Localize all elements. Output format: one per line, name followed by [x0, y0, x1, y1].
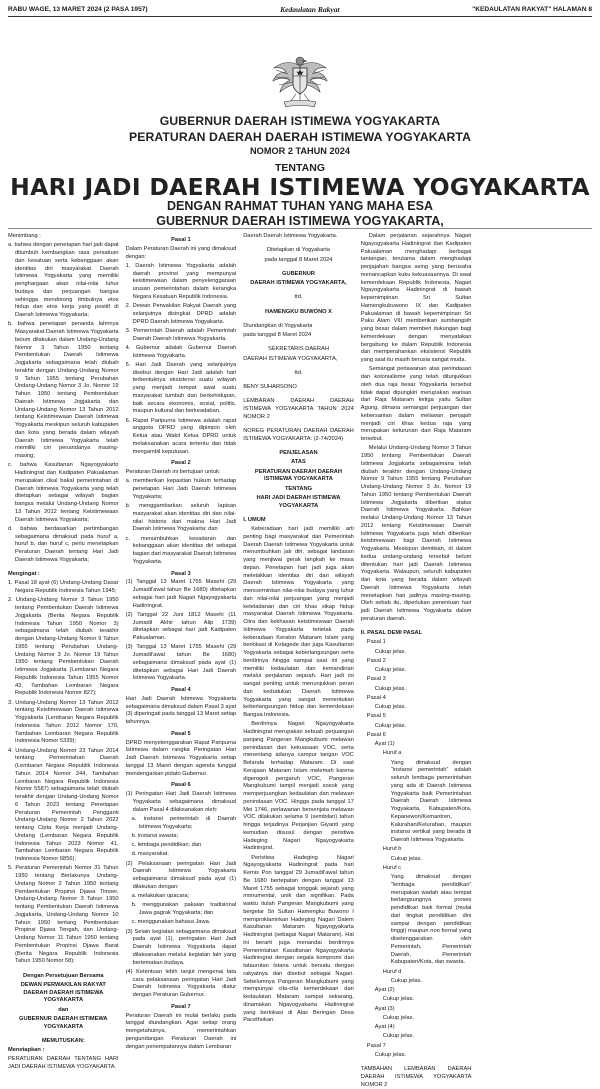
- col3-sekda-diy: DAERAH ISTIMEWA YOGYAKARTA,: [243, 355, 338, 362]
- col4-item: Cukup jelas.: [374, 722, 407, 729]
- col2-para: (3) Selain kegiatan sebagaimana dimaksud pada ayat (1), peringatan Hari Jadi Daerah Istimewa Yogyakarta dapat dilaksanakan melalui kegiatan lain yang bertemakan budaya.: [125, 928, 237, 966]
- col4-item: Huruf a: [382, 750, 402, 757]
- col2-para: Peraturan Daerah ini mulai berlaku pada tanggal diundangkan. Agar setiap orang mengetahuinya, memerintahkan pengundangan Peraturan Daerah ini dengan penempatannya dalam Lembaran: [125, 1012, 237, 1050]
- col2-para: (2) Tanggal 22 Juni 1812 Masehi (11 Jumadil Akhir tahun Alip 1739) ditetapkan sebagai hari jadi Kadipaten Pakualaman.: [125, 611, 237, 641]
- col1-dan: dan: [58, 1006, 69, 1013]
- col1-dprd: DEWAN PERWAKILAN RAKYAT DAERAH DAERAH ISTIMEWA YOGYAKARTA: [20, 981, 106, 1004]
- col1-persetujuan: Dengan Persetujuan Bersama: [22, 972, 104, 979]
- col2-para: (2) Pelaksanaan peringatan Hari Jadi Daerah Istimewa Yogyakarta sebagaimana dimaksud pada ayat (1) dilakukan dengan:: [125, 860, 237, 890]
- col4-item: Yang dimaksud dengan "lembaga pendidikan" merupakan wadah atau tempat berlangsungnya proses pendidikan baik formal (mulai dari tingkat pendidikan dini sampai dengan pendidikan tinggi) maupun non formal yang diselenggarakan oleh Pemerintah, Pemerintah Daerah, Pemerintah Kabupaten/Kota, dan swasta.: [390, 874, 472, 966]
- col2-para: (1) Peringatan Hari Jadi Daerah Istimewa Yogyakarta sebagaimana dimaksud dalam Pasal 4 dilaksanakan oleh:: [125, 791, 237, 813]
- col2-pasal: Pasal 4: [171, 687, 191, 693]
- col2-para: DPRD menyelenggarakan Rapat Paripurna Istimewa dalam rangka Peringatan Hari Jadi Daerah Istimewa Yogyakarta setiap tanggal 13 Maret dengan agenda tunggal mendengarkan pidato Gubernur.: [125, 739, 237, 777]
- column-1: [8, 233, 119, 1070]
- col1-para: 2. Undang-Undang Nomor 3 Tahun 1950 tentang Pembentukan Daerah Istimewa Jogjakarta (Berita Negara Republik Indonesia Tahun 1950 Nomor 3) sebagaimana telah diubah terakhir dengan Undang-Undang Nomor 9 Tahun 1955 tentang Perubahan Undang-Undang Nomor 3 Jo. Nomor 19 Tahun 1950 tentang Pembentukan Daerah Istimewa Jogjakarta (Lembaran Negara Republik Indonesia Tahun 1955 Nomor 43, Tambahan Lembaran Negara Republik Indonesia Nomor 827);: [8, 597, 119, 697]
- col4-item: Pasal 7: [366, 1042, 386, 1049]
- garuda-emblem-icon: [270, 52, 330, 110]
- column-4: [360, 233, 472, 1088]
- col2-para: a. melakukan upacara;: [131, 893, 190, 899]
- col2-para: a. instansi pemerintah di Daerah Istimewa Yogyakarta;: [131, 815, 237, 830]
- col4-item: Pasal 2: [366, 657, 386, 664]
- col3-beny: BENY SUHARSONO: [243, 384, 297, 390]
- col2-para: Hari Jadi Daerah Istimewa Yogyakarta sebagaimana dimaksud dalam Pasal 3 ayat (3) diperingati pada tanggal 13 Maret setiap tahunnya.: [125, 695, 237, 725]
- col4-item: Ayat (2): [374, 987, 395, 993]
- col4-item: Ayat (1): [374, 741, 395, 747]
- col2-para: d. masyarakat.: [131, 851, 169, 858]
- col1-para: c. bahwa Kasultanan Ngayogyakarto Hadiningrat dan Kadipaten Pakualaman merupakan cikal bakal pemerintahan di Daerah Istimewa Yogyakarta yang telah ditetapkan sebagai wilayah bagian bangsa melalui Undang-Undang Nomor 13 Tahun 2012 tentang Keistimewaan Daerah Istimewa Yogyakarta;: [8, 462, 119, 523]
- col1-para: a. bahwa dengan penetapan hari jadi dapat ditumbuh kembangkan rasa persatuan dan kesatuan serta kebanggaan akan identitas diri masyarakat Daerah Istimewa Yogyakarta yang memiliki penghargaan akan nilai-nilai luhur budaya dan perjuangan bangsa sehingga mendorong timbulnya etos hidup dan etos kerja yang positif di Daerah Istimewa Yogyakarta;: [8, 242, 119, 318]
- column-2: [125, 233, 237, 1050]
- col3-para: Berdirinya Nagari Ngayogyakarta Hadiningrat merupakan sebuah perjuangan panjang Pangeran Mangkubumi melawan penindasan dan kekuasaan VOC, serta menentang adanya campur tangan VOC Belanda terhadap Mataram. Di saat Kerajaan Mataram Islam melemah karena digerogoti pengaruh VOC, Pangeran Mangkubumi tampil menjadi sosok yang memperjuangkan kedaulatan dan melawan penindasan VOC. Hingga pada tanggal 17 Mei 1746, perlawanan bersenjata melawan VOC dilakukan selama 9 (sembilan) tahun hingga terjadinya Perjanjian Giyanti yang kemudian disusul dengan peristiwa Hadeging Nagari Ngayogyakarta Hadiningrat.: [243, 721, 354, 852]
- col2-para: b. menggambarkan seluruh lapisan masyarakat akan identitas diri dan nilai-nilai historis dari makna Hari Jadi Daerah Istimewa Yogyakarta; dan: [125, 503, 237, 533]
- header-rule: [8, 16, 592, 17]
- col4-item: Cukup jelas.: [390, 977, 423, 984]
- col4-item: Cukup jelas.: [390, 855, 423, 862]
- article-body: [8, 233, 592, 1088]
- col3-umum: I. UMUM: [243, 516, 266, 523]
- col1-menetapkan-text: PERATURAN DAERAH TENTANG HARI JADI DAERAH ISTIMEWA YOGYAKARTA.: [8, 1056, 119, 1070]
- col2-para: 2. Dewan Perwakilan Rakyat Daerah yang selanjutnya disingkat DPRD adalah DPRD Daerah Istimewa Yogyakarta.: [125, 303, 237, 325]
- col2-pasal: Pasal 2: [171, 460, 191, 467]
- col1-menimbang: Menimbang :: [8, 233, 41, 239]
- col3-ttd: ttd.: [294, 294, 303, 301]
- col3-gubernur: GUBERNUR: [282, 270, 315, 277]
- col4-item: Pasal 5: [366, 713, 386, 720]
- col1-para: d. bahwa berdasarkan pertimbangan sebagaimana dimaksud pada huruf a, huruf b, dan huruf c, perlu menetapkan Peraturan Daerah tentang Hari Jadi Daerah Istimewa Yogyakarta;: [8, 525, 119, 563]
- col2-para: Dalam Peraturan Daerah ini yang dimaksud dengan:: [125, 245, 237, 260]
- col4-item: Cukup jelas.: [374, 648, 407, 655]
- col4-item: Pasal 1: [366, 639, 386, 646]
- col4-item: Huruf b: [382, 846, 402, 853]
- col3-noreg: NOREG PERATURAN DAERAH DAERAH ISTIMEWA YOGYAKARTA: (2-74/2024): [243, 428, 354, 442]
- col3-para: Daerah Daerah Istimewa Yogyakarta.: [243, 233, 338, 239]
- col4-para: Dalam perjalanan sejarahnya Nagari Ngayogyakarta Hadiningrat dan Kadipaten Pakualaman menghadapi berbagai tantangan, terutama dalam menghadapi penjajahan bangsa asing yang berusaha menancapkan kuku kekuasaannya. Di awal kemerdekaan Republik Indonesia, Nagari Ngayogyakarta Hadiningrat di bawah kepemimpinan Sri Sultan Hamengkubuwono IX dan Kadipaten Pakualaman di bawah kepemimpinan Sri Paku Alam VIII memberikan sumbangsih yang besar dalam memberi dukungan bagi kemerdekaan dengan menyatakan bergabung ke dalam Republik Indonesia dan memperahankan eksistensi Republik yang saat itu masih berusia sangat muda.: [360, 233, 472, 363]
- col4-item: Cukup jelas.: [382, 996, 415, 1003]
- col2-para: (4) Ketentuan lebih lanjut mengenai tata cara pelaksanaan peringatan Hari Jadi Daerah Istimewa Yogyakarta diatur dengan Peraturan Gubernur.: [125, 968, 237, 998]
- col3-tanggal2: pada tanggal 8 Maret 2024: [243, 332, 312, 338]
- col4-para: Melalui Undang-Undang Nomor 3 Tahun 1950 tentang Pembentukan Daerah Istimewa Jogjakarta sebagaimana telah diubah terakhir dengan Undang-Undang Nomor 9 Tahun 1955 tentang Perubahan Undang-Undang Nomor 3 Jo. Nomor 19 Tahun 1950 tentang Pembentukan Daerah Istimewa Jogjakarta diberikan status Daerah Istimewa Yogyakarta. Bahkan melalui Undang-Undang Nomor 13 Tahun 2012 tentang Keistimewaan Daerah Istimewa Yogyakarta juga telah diberikan keistimewaan bagi Daerah Istimewa Yogyakarta. Meskipun demikian, di dalam kedua undang-undang tersebut belum ditentukan hari jadi Daerah Istimewa Yogyakarta. Walaupun, seluruh kabupaten dan kota yang berada dalam wilayah Daerah Istimewa Yogyakarta telah menetapkan hari jadinya masing-masing. Oleh sebab itu, diperlukan penentuan hari jadi Daerah Istimewa Yogyakarta dalam peraturan daerah.: [360, 445, 472, 622]
- col2-para: 5. Hari Jadi Daerah yang selanjutnya disebut dengan Hari Jadi adalah hari terbentuknya eksistensi suatu wilayah yang menjadi tempat awal suatu masyarakat tumbuh dan berkehidupan, baik secara ekonomis, sosial, politis, maupun kultural dan berkeadaban.: [125, 361, 237, 415]
- col4-item: Pasal 3: [366, 676, 386, 683]
- column-3: [243, 233, 354, 1045]
- col3-penjelasan: PENJELASAN: [279, 450, 318, 456]
- col1-para: 4. Undang-Undang Nomor 23 Tahun 2014 tentang Pemerintahan Daerah (Lembaran Negara Republik Indonesia Tahun 2014 Nomor 244, Tambahan Lembaran Negara Republik Indonesia Nomor 5587) sebagaimana telah diubah terakhir dengan Undang-Undang Nomor 6 Tahun 2023 tentang Penetapan Peraturan Pemerintah Pengganti Undang-Undang Nomor 2 Tahun 2022 tentang Cipta Kerja menjadi Undang-Undang (Lembaran Negara Republik Indonesia Tahun 2023 Nomor 41, Tambahan Lembaran Negara Republik Indonesia Nomor 6856);: [8, 747, 119, 862]
- col2-para: 6. Rapat Paripurna Istimewa adalah rapat anggota DPRD yang dipimpin oleh Ketua atau Wakil Ketua DPRD untuk melaksanakan acara tertentu dan tidak mengambil keputusan.: [125, 417, 237, 455]
- col3-tanggal: pada tanggal 8 Maret 2024: [264, 256, 333, 263]
- col1-gubernur: GUBERNUR DAERAH ISTIMEWA YOGYAKARTA: [19, 1015, 108, 1030]
- col2-para: Peraturan Daerah ini bertujuan untuk:: [125, 469, 221, 475]
- col3-perda: PERATURAN DAERAH DAERAH ISTIMEWA YOGYAKARTA: [254, 468, 343, 483]
- page-title: HARI JADI DAERAH ISTIMEWA YOGYAKARTA: [10, 173, 590, 201]
- masthead: Kedaulatan Rakyat: [280, 4, 340, 14]
- col2-pasal: Pasal 6: [171, 782, 191, 789]
- col4-para: Semangat perlawanan atas penindasan dan kolonialisme yang telah ditunjukkan oleh dua raja besar Yogyakarta tersebut tidak dapat dipungkiri merupakan warisan dari Raja Mataram ketiga yaitu Sultan Agung, dimana semangat perjuangan dan kebersanian dalam melawan penjajah menjadi ciri khas kedua raja yang merupakan keturunan dari Raja Mataram tersebut.: [360, 366, 472, 442]
- title-governor: GUBERNUR DAERAH ISTIMEWA YOGYAKARTA: [159, 114, 441, 128]
- col4-item: Cukup jelas.: [382, 1033, 415, 1040]
- col4-item: Cukup jelas.: [374, 704, 407, 710]
- col1-para: 3. Undang-Undang Nomor 13 Tahun 2012 tentang Keistimewaan Daerah Istimewa Yogyakarta (Lembaran Negara Republik Indonesia Tahun 2012 Nomor 170, Tambahan Lembaran Negara Republik Indonesia Nomor 5339);: [8, 699, 119, 745]
- col4-item: Yang dimaksud dengan "instansi pemerintah" adalah seluruh lembaga pemerintahan yang ada di Daerah Istimewa Yogyakarta baik Pemerintahan Daerah Daerah Istimewa Yogyakarta, Kabupaten/Kota, Kepanewon/Kemantren, Kalurahan/Kelurahan, maupun instansi vertikal yang berada di Daerah Istimewa Yogyakarta.: [390, 759, 472, 843]
- col2-para: c. lembaga pendidikan; dan: [131, 842, 202, 848]
- col4-item: Pasal 4: [366, 694, 386, 701]
- col2-para: b. menggunakan pakaian tradisional Jawa gagrak Yogyakarta; dan: [131, 902, 237, 916]
- col2-pasal: Pasal 5: [171, 730, 191, 737]
- col4-item: Huruf c: [382, 864, 402, 871]
- page-header: [8, 3, 592, 15]
- title-number: NOMOR 2 TAHUN 2024: [250, 146, 350, 156]
- col2-pasal: Pasal 3: [171, 570, 191, 577]
- col2-para: c. menumbuhkan kesadaran dan kebanggaan akan identitas diri sebagai bagian dari masyarakat Daerah Istimewa Yogyakarta.: [125, 535, 237, 565]
- col3-atas: ATAS: [291, 459, 306, 466]
- col2-para: 4. Gubernur adalah Gubernur Daerah Istimewa Yogyakarta.: [125, 344, 237, 359]
- col2-para: (1) Tanggal 13 Maret 1755 Masehi (29 Jumadil'awal tahun Be 1680) ditetapkan sebagai hari jadi Nagari Ngayogyakarta Hadiningrat.: [125, 579, 237, 609]
- col4-item: Cukup jelas.: [382, 1014, 415, 1021]
- col3-sekda: SEKRETARIS DAERAH: [268, 346, 329, 353]
- header-date: RABU WAGE, 13 MARET 2024 (2 PASA 1957): [8, 5, 148, 13]
- col4-item: Ayat (4): [374, 1024, 395, 1030]
- col1-memutuskan: MEMUTUSKAN:: [41, 1037, 85, 1044]
- col4-item: Pasal 6: [366, 731, 386, 738]
- col2-pasal: Pasal 7: [171, 1003, 191, 1010]
- title-tentang: TENTANG: [275, 162, 325, 174]
- col2-para: c. menggunakan bahasa Jawa.: [131, 919, 211, 926]
- col1-para: 5. Peraturan Pemerintah Nomor 31 Tahun 1950 tentang Berlakunya Undang-Undang Nomor 2 Tahun 1950 tentang Pembentukan Propinsi Djawa Timoer, Undang-Undang Nomor 3 Tahun 1950 tentang Pembentukan Daerah Istimewa Jogjakarta, Undang-Undang Nomor 10 Tahun 1950 tentang Pembentukan Propinsi Djawa Tengah, dan Undang-Undang Nomor 11 Tahun 1950 tentang Pembentukan Propinsi Djawa Barat (Berita Negara Republik Indonesia Tahun 1950 Nomor 58);: [8, 865, 119, 965]
- title-rule: [8, 228, 592, 229]
- col2-pasal: Pasal 1: [171, 237, 191, 243]
- col4-item: Huruf d: [382, 968, 402, 975]
- header-page: "KEDAULATAN RAKYAT" HALAMAN 8: [472, 5, 592, 13]
- col2-para: 3. Pemerintah Daerah adalah Pemerintah Daerah Daerah Istimewa Yogyakarta.: [125, 327, 237, 342]
- col2-para: a. memberikan kepastian hukum terhadap penetapan Hari Jadi Daerah Istimewa Yogyakarta;: [125, 478, 237, 500]
- col4-item: Ayat (3): [374, 1005, 395, 1012]
- col1-mengingat: Mengingat :: [8, 571, 40, 577]
- col4-item: Cukup jelas.: [374, 1051, 407, 1058]
- col4-item: Cukup jelas.: [374, 667, 407, 673]
- col4-tambahan: TAMBAHAN LEMBARAN DAERAH DAERAH ISTIMEWA YOGYAKARTA NOMOR 2: [360, 1066, 472, 1088]
- col1-para: b. bahwa penetapan penanda lahirnya Masyarakat Daerah Istimewa Yogyakarta belum dilakukan dalam Undang-Undang Nomor 3 Tahun 1950 tentang Pembentukan Daerah Istimewa Jogjakarta sebagaimana telah diubah terakhir dengan Undang-Undang Nomor 9 Tahun 1955 tentang Perubahan Undang-Undang Nomor 3 Jo. Nomor 19 Tahun 1950 tentang Pembentukan Daerah Istimewa Jogjakarta dan Undang-Undang Nomor 13 Tahun 2012 tentang Keistimewaan Daerah Istimewa Yogyakarta meskipun seluruh kabupaten dan kota yang berada dalam wilayah Daerah Istimewa Yogyakarta telah memiliki ciri penandanya masing-masing;: [8, 321, 119, 459]
- col1-menetapkan: Menetapkan :: [8, 1047, 45, 1053]
- col3-hari-jadi: HARI JADI DAERAH ISTIMEWA YOGYAKARTA: [256, 494, 341, 509]
- title-governor-sign: GUBERNUR DAERAH ISTIMEWA YOGYAKARTA,: [156, 214, 444, 228]
- col2-para: (3) Tanggal 13 Maret 1755 Masehi (29 Jumadil'awal tahun Be 1680) sebagaimana dimaksud pada ayat (1) ditetapkan sebagai Hari Jadi Daerah Istimewa Yogyakarta.: [125, 644, 237, 682]
- col4-item: Cukup jelas.: [374, 685, 407, 692]
- col2-para: b. instansi swasta;: [131, 832, 179, 839]
- col3-ditetapkan: Ditetapkan di Yogyakarta: [267, 247, 330, 254]
- title-regulation: PERATURAN DAERAH DAERAH ISTIMEWA YOGYAKARTA: [129, 130, 471, 144]
- title-rahmat: DENGAN RAHMAT TUHAN YANG MAHA ESA: [167, 199, 433, 213]
- col3-lembaran: LEMBARAN DAERAH DAERAH ISTIMEWA YOGYAKARTA TAHUN 2024 NOMOR 2: [243, 398, 354, 420]
- col3-tentang: TENTANG: [284, 485, 313, 492]
- col3-para: Keberadaan hari jadi memiliki arti penting bagi masyarakat dan Pemerintah Daerah Daerah Istimewa Yogyakarta untuk menumbuhkan jati diri, sebagai landasan yang menjiwai gerak langkah ke masa depan. Penetapan hari jadi juga akan meletakkan identitas diri dari wilayah Daerah Istimewa Yogyakarta yang mencerminkan nilai-nilai budaya yang luhur dan nilai-nilai perjuangan yang menjadi keteladanan dan ciri khas sikap hidup masyarakat Daerah Istimewa Yogyakarta. Citra dan kekhasan keistimewaan Daerah Istimewa Yogyakarta terletak pada keberadaan Keraton Mataram Islam yang berlokasi di Kotagede dan juga Kasultanan Yogyakarta sebagai keberlangsungan serta berdirinya hingga sampai saat ini yang memiliki kedaulatan dan kemandirian melalui perjalanan sejarah. Hari jadi ini sangat penting untuk menunjukkan peran dan kedudukan Daerah Istimewa Yogyakarta yang sangat menentukan keberlangsungan hidup dan kemerdekaan Bangsa Indonesia.: [243, 526, 354, 718]
- col3-diy: DAERAH ISTIMEWA YOGYAKARTA,: [250, 280, 347, 286]
- col3-ttd2: ttd.: [294, 369, 303, 376]
- col4-pasal-demi-pasal: II. PASAL DEMI PASAL: [360, 630, 423, 636]
- col2-para: 1. Daerah Istimewa Yogyakarta adalah daerah provinsi yang mempunyai keistimewaan dalam penyelenggaraan urusan pemerintahan dalam kerangka Negara Kesatuan Republik Indonesia.: [125, 262, 237, 300]
- col1-para: 1. Pasal 18 ayat (6) Undang-Undang Dasar Negara Republik Indonesia Tahun 1945;: [8, 580, 119, 594]
- col3-para: Peristiwa Hadeging Nagari Ngayogyakarta Hadiningrat pada hari Kemis Pon tanggal 29 Jumadil'awal tahun Be 1680 bertepatan dengan tanggal 13 Maret 1755 sebagai tonggak sejarah yang monumental, unik dan signifikan. Pada waktu itulah Pangeran Mangkubumi yang bergelar Sri Sultan Hamengku Buwono I memproklamirkan Hadeging Nagari Dalem Kasultanan Mataram Ngayogyakarta Hadiningrat (sebagai Nagari Mataram). Hal ini berarti juga menandai berdirinya Pemerintahan Kasultanan Ngayogyakarta Hadiningrat dengan segala kompromi dan tataurutan Istana untuk bersatu dengan rakyatnya dan disebut sebagai Nagari. Sebelumnya Pangeran Mangkubumi yang mempunyai cita-cita kemerdekaan dan kedaulatan Mataram sampai sekarang, dinamakan Ngayogyakarta Hadiningrat yang berlokasi di Alas Beringan Desa Pacethokan.: [243, 854, 354, 1024]
- col3-diundangkan: Diundangkan di Yogyakarta: [243, 322, 313, 329]
- col3-hb: HAMENGKU BUWONO X: [264, 308, 332, 315]
